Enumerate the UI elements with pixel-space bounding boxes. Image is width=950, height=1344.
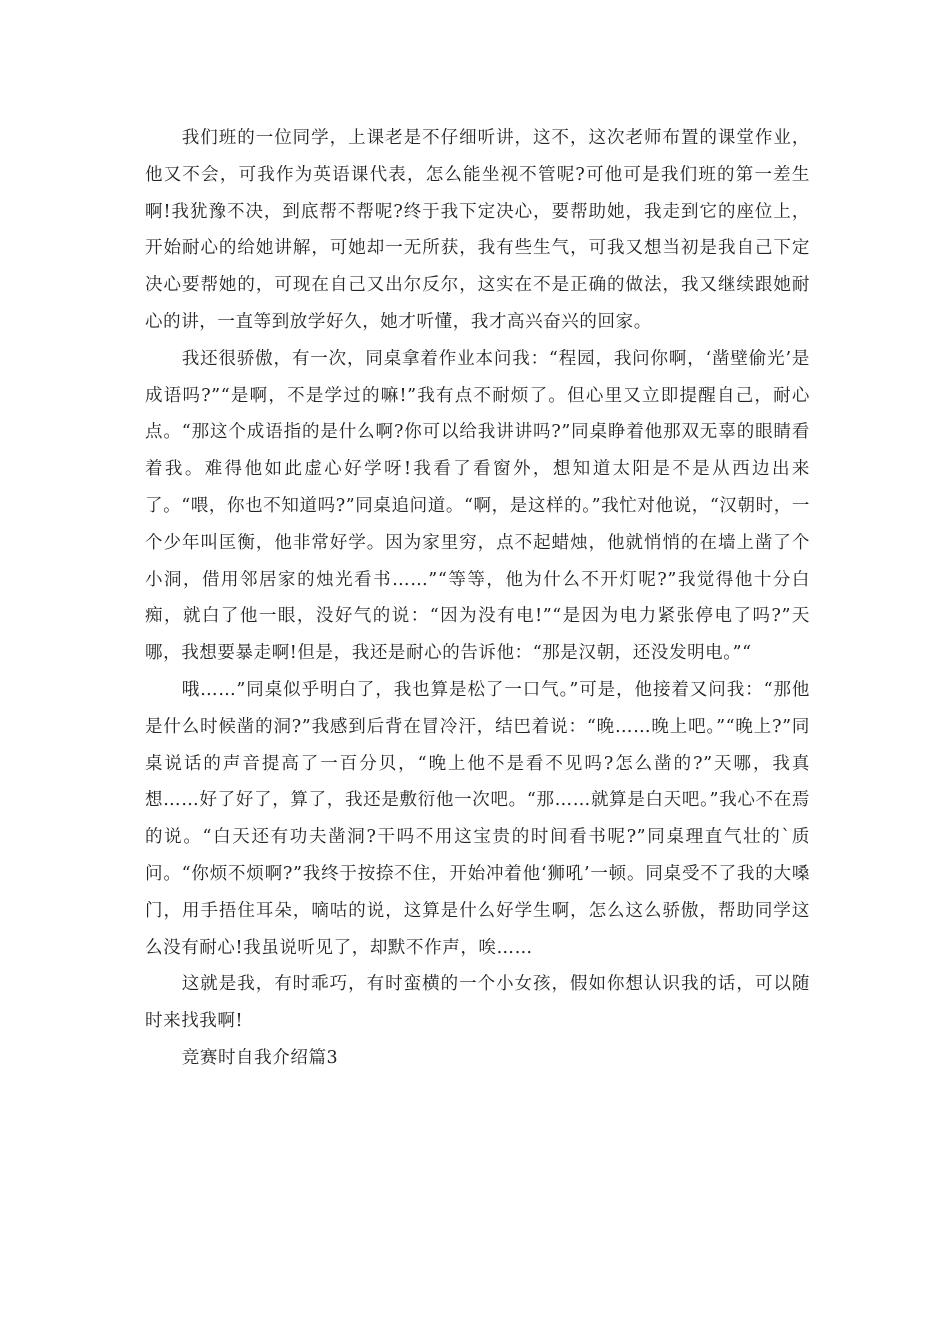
paragraph-1: 我们班的一位同学，上课老是不仔细听讲，这不，这次老师布置的课堂作业，他又不会，可我作为英语课代表，怎么能坐视不管呢?可他可是我们班的第一差生啊!我犹豫不决，到底帮不帮呢?终于我下定决心，要帮助她，我走到它的座位上，开始耐心的给她讲解，可她却一无所获，我有些生气，可我又想当初是我自己下定决心要帮她的，可现在自己又出尔反尔，这实在不是正确的做法，我又继续跟她耐心的讲，一直等到放学好久，她才听懂，我才高兴奋兴的回家。 — [145, 128, 810, 332]
section-heading: 竞赛时自我介绍篇3 — [181, 1047, 339, 1068]
paragraph-3: 哦……”同桌似乎明白了，我也算是松了一口气。”可是，他接着又问我：“那他是什么时候凿的洞?”我感到后背在冒冷汗，结巴着说：“晚……晚上吧。”“晚上?”同桌说话的声音提高了一百分贝，“晚上他不是看不见吗?怎么凿的?”天哪，我真想……好了好了，算了，我还是敷衍他一次吧。“那……就算是白天吧。”我心不在焉的说。“白天还有功夫凿洞?干吗不用这宝贵的时间看书呢?”同桌理直气壮的`质问。“你烦不烦啊?”我终于按捺不住，开始冲着他‘狮吼’一顿。同桌受不了我的大嗓门，用手捂住耳朵，嘀咕的说，这算是什么好学生啊，怎么这么骄傲，帮助同学这么没有耐心!我虽说听见了，却默不作声，唉…… — [145, 679, 810, 958]
paragraph-4: 这就是我，有时乖巧，有时蛮横的一个小女孩，假如你想认识我的话，可以随时来找我啊! — [145, 974, 810, 1032]
paragraph-2: 我还很骄傲，有一次，同桌拿着作业本问我：“程园，我问你啊，‘凿壁偷光’是成语吗?”“是啊，不是学过的嘛!”我有点不耐烦了。但心里又立即提醒自己，耐心点。“那这个成语指的是什么啊?你可以给我讲讲吗?”同桌睁着他那双无辜的眼睛看着我。难得他如此虚心好学呀!我看了看窗外，想知道太阳是不是从西边出来了。“喂，你也不知道吗?”同桌追问道。“啊，是这样的。”我忙对他说，“汉朝时，一个少年叫匡衡，他非常好学。因为家里穷，点不起蜡烛，他就悄悄的在墙上凿了个小洞，借用邻居家的烛光看书……”“等等，他为什么不开灯呢?”我觉得他十分白痴，就白了他一眼，没好气的说：“因为没有电!”“是因为电力紧张停电了吗?”天哪，我想要暴走啊!但是，我还是耐心的告诉他：“那是汉朝，还没发明电。”“ — [145, 348, 810, 664]
document-body — [145, 120, 810, 1077]
